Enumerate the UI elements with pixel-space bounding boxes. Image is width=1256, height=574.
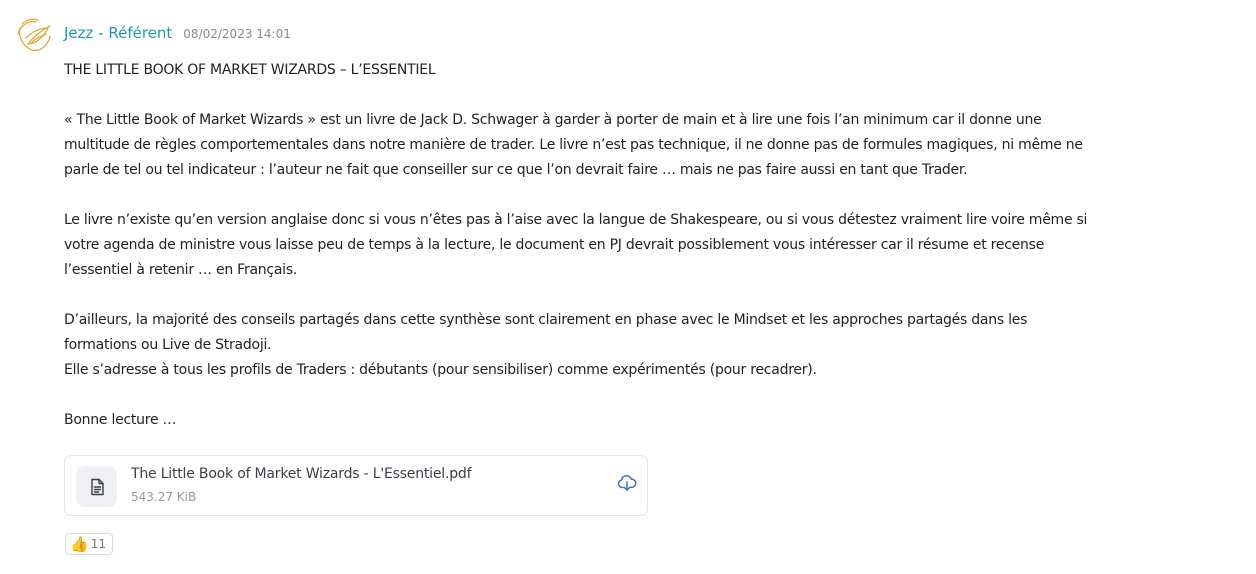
message-line: Le livre n’existe qu’en version anglaise donc si vous n’êtes pas à l’aise avec la langue de Shakespeare, ou si vous détestez vraiment lire voire même si bbox=[64, 212, 1088, 228]
message-line: Bonne lecture … bbox=[64, 412, 177, 428]
message-timestamp: 08/02/2023 14:01 bbox=[183, 27, 291, 41]
message-line: formations ou Live de Stradoji. bbox=[64, 337, 272, 353]
message-line: l’essentiel à retenir … en Français. bbox=[64, 262, 298, 278]
thumbs-up-icon: 👍 bbox=[70, 534, 89, 553]
message-line: « The Little Book of Market Wizards » est un livre de Jack D. Schwager à garder à porter de main et à lire une fois l’an minimum car il donne une bbox=[64, 112, 1042, 128]
reaction-thumbs-up[interactable] bbox=[65, 533, 113, 555]
file-attachment[interactable] bbox=[64, 455, 648, 516]
message-line: multitude de règles comportementales dans notre manière de trader. Le livre n’est pas technique, il ne donne pas de formules magiques, ni même ne bbox=[64, 137, 1083, 153]
cloud-download-icon bbox=[617, 473, 637, 493]
message-line: THE LITTLE BOOK OF MARKET WIZARDS – L’ESSENTIEL bbox=[64, 62, 436, 78]
message-line: parle de tel ou tel indicateur : l’auteur ne fait que conseiller sur ce que l’on devrait faire … mais ne pas faire aussi en tant que Trader. bbox=[64, 162, 968, 178]
avatar-logo-icon bbox=[14, 14, 54, 54]
file-icon-box bbox=[76, 466, 117, 507]
message-header bbox=[64, 24, 291, 42]
message-line: D’ailleurs, la majorité des conseils partagés dans cette synthèse sont clairement en phase avec le Mindset et les approches partagés dans les bbox=[64, 312, 1028, 328]
avatar[interactable] bbox=[14, 14, 54, 54]
author-name[interactable]: Jezz - Référent bbox=[64, 24, 173, 42]
file-name[interactable]: The Little Book of Market Wizards - L'Essentiel.pdf bbox=[131, 466, 472, 482]
message-body bbox=[64, 58, 1250, 433]
message-line: votre agenda de ministre vous laisse peu de temps à la lecture, le document en PJ devrait possiblement vous intéresser car il résume et recense bbox=[64, 237, 1045, 253]
message-line: Elle s’adresse à tous les profils de Traders : débutants (pour sensibiliser) comme expérimentés (pour recadrer). bbox=[64, 362, 817, 378]
file-size: 543.27 KiB bbox=[131, 490, 197, 504]
document-icon bbox=[88, 478, 106, 496]
download-button[interactable] bbox=[616, 472, 638, 494]
reaction-count: 11 bbox=[90, 537, 106, 551]
